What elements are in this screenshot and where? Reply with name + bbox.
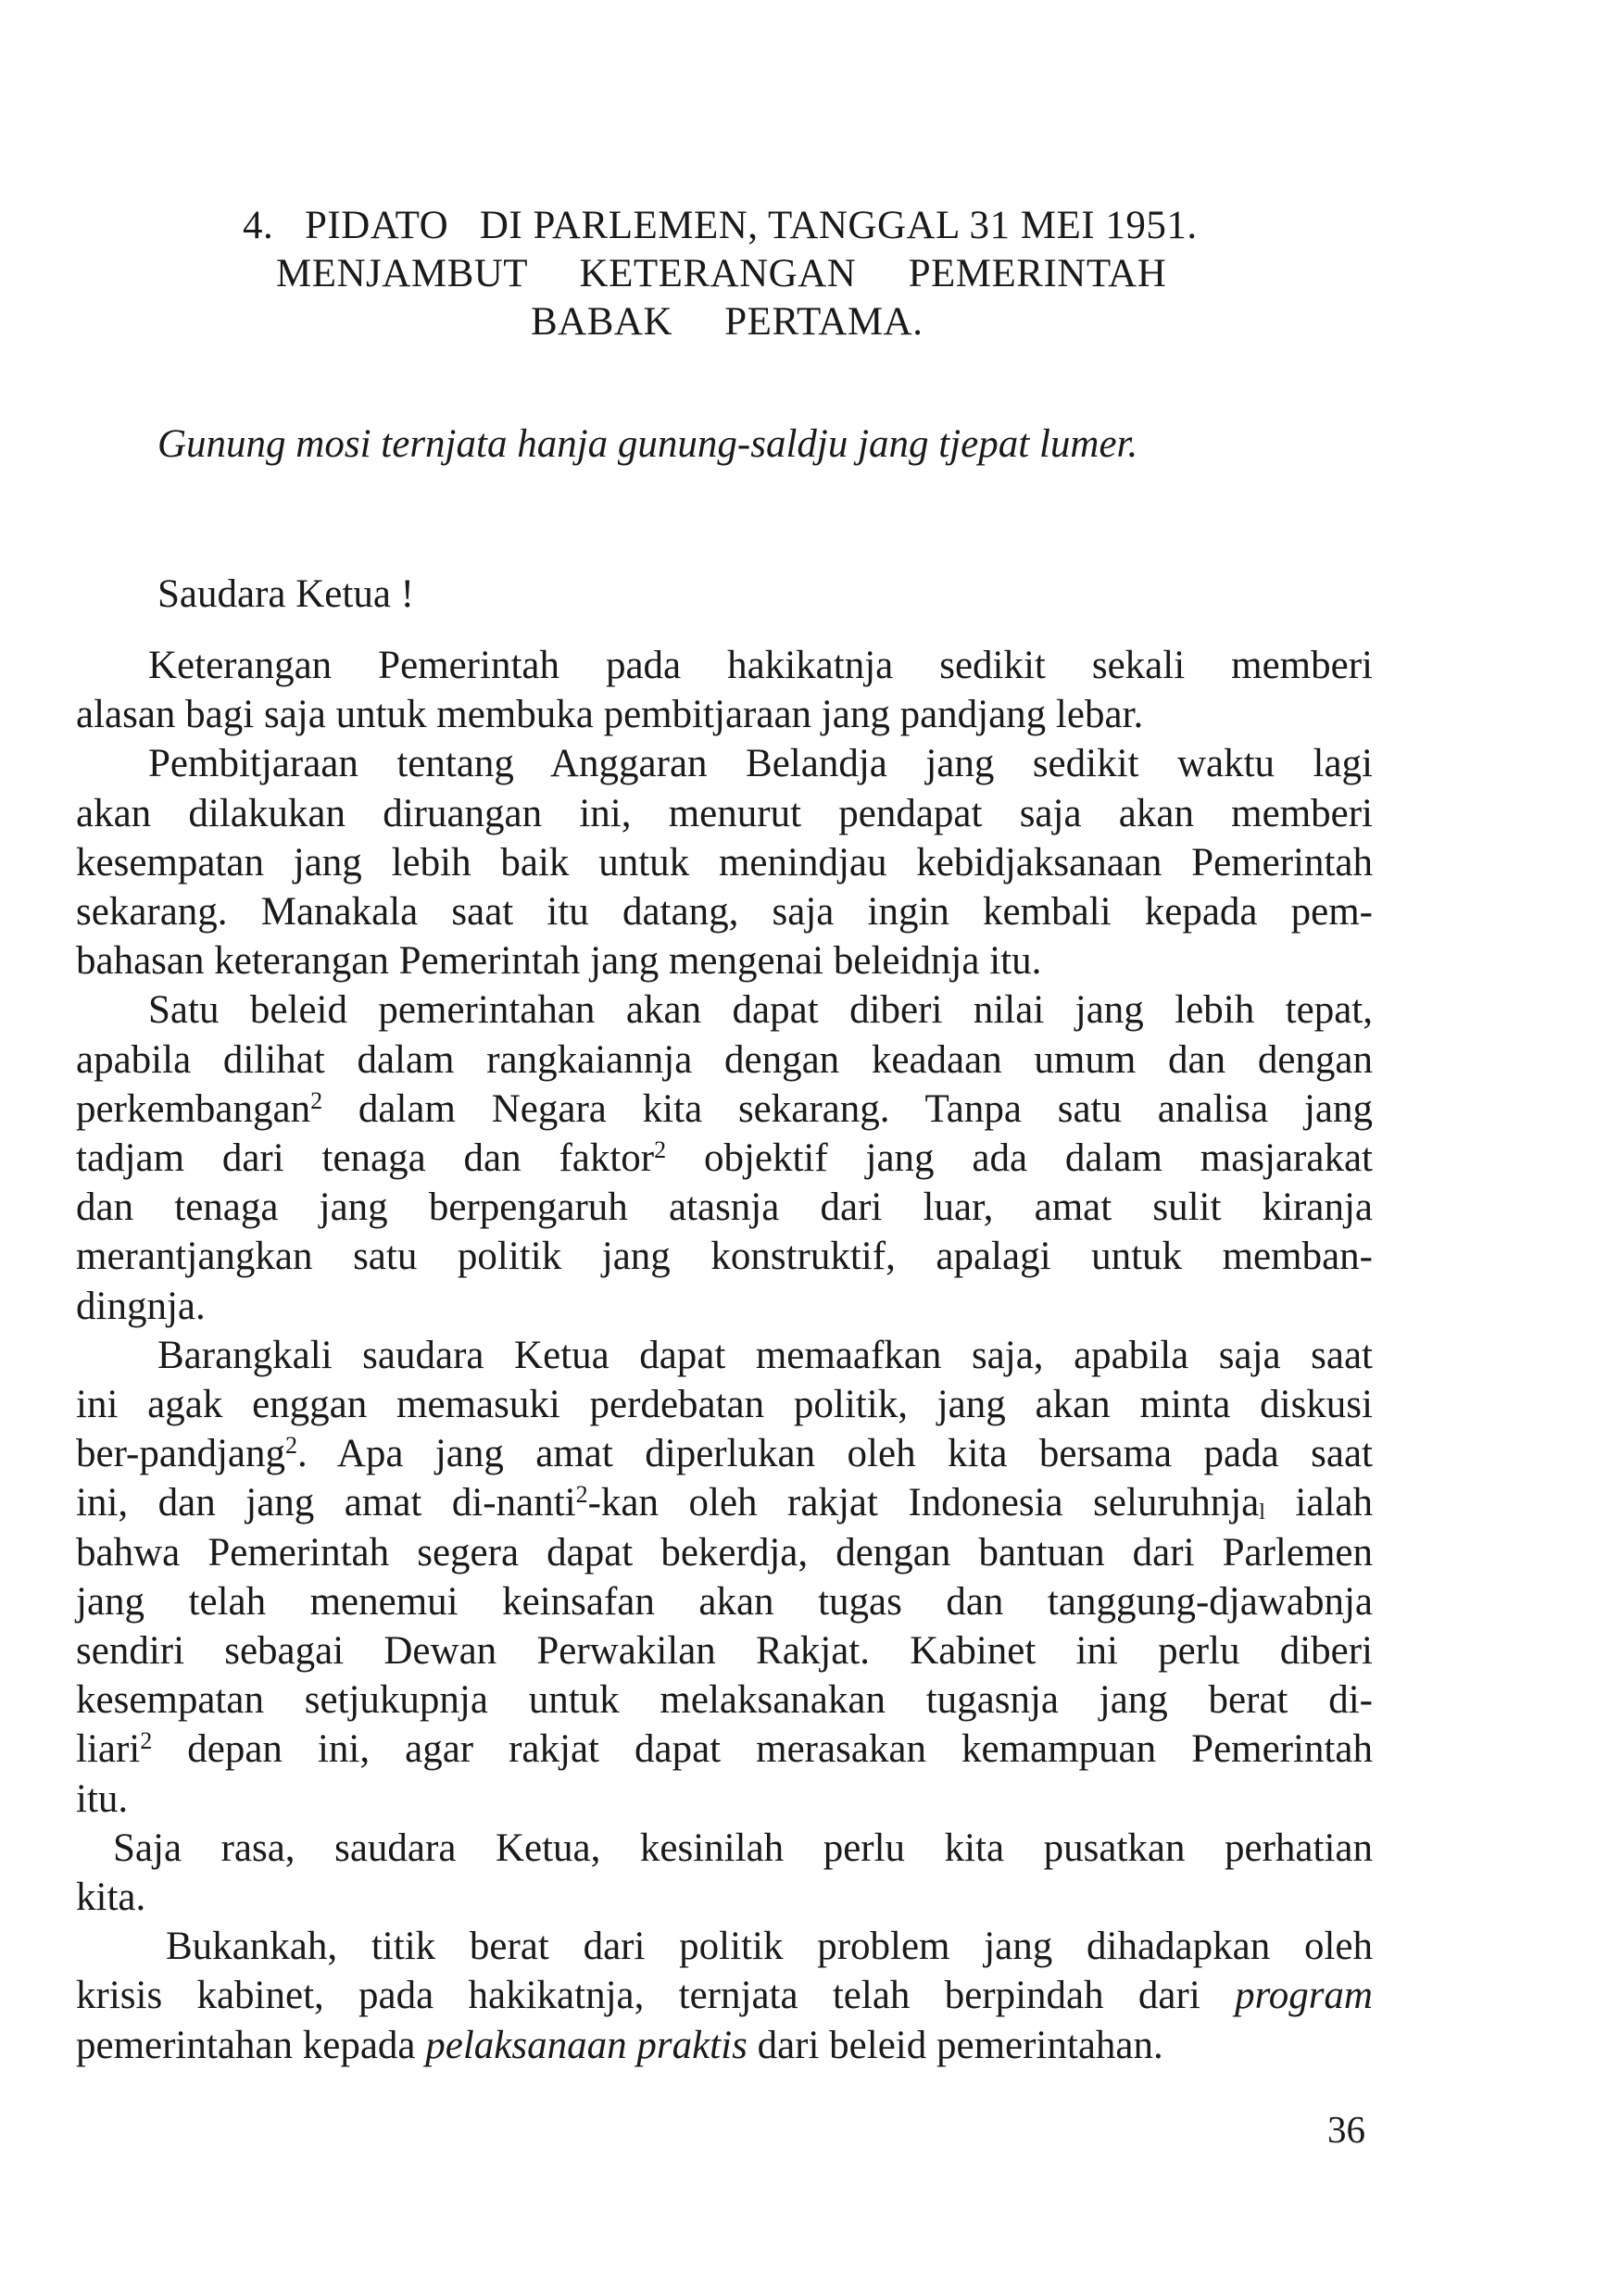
text-line: Bukankah, titik berat dari politik problem jang dihadapkan oleh	[166, 1925, 1373, 1969]
text-line: alasan bagi saja untuk membuka pembitjaraan jang pandjang lebar.	[76, 693, 1144, 737]
text-line: Barangkali saudara Ketua dapat memaafkan saja, apabila saja saat	[157, 1333, 1373, 1377]
text-line: sendiri sebagai Dewan Perwakilan Rakjat. Kabinet ini perlu diberi	[76, 1629, 1373, 1674]
text-line: kesempatan jang lebih baik untuk menindjau kebidjaksanaan Pemerintah	[76, 840, 1373, 885]
paragraph-2	[76, 739, 1373, 985]
text-line: itu.	[76, 1776, 129, 1821]
text-line: bahasan keterangan Pemerintah jang mengenai beleidnja itu.	[76, 939, 1042, 984]
text-line: dan tenaga jang berpengaruh atasnja dari luar, amat sulit kiranja	[76, 1186, 1373, 1230]
text-line: Satu beleid pemerintahan akan dapat diberi nilai jang lebih tepat,	[148, 988, 1373, 1033]
body-text	[76, 641, 1373, 2070]
heading-line-3: BABAK PERTAMA.	[531, 300, 924, 344]
paragraph-4	[76, 1331, 1373, 1824]
text-line: krisis kabinet, pada hakikatnja, ternjata telah berpindah dari program	[76, 1974, 1373, 2018]
text-line: pemerintahan kepada pelaksanaan praktis dari beleid pemerintahan.	[76, 2023, 1163, 2067]
paragraph-3	[76, 985, 1373, 1330]
epigraph: Gunung mosi ternjata hanja gunung-saldju jang tjepat lumer.	[157, 422, 1138, 466]
text-line: bahwa Pemerintah segera dapat bekerdja, dengan bantuan dari Parlemen	[76, 1530, 1373, 1575]
text-line: ini, dan jang amat di-nanti$^2$-kan oleh rakjat Indonesia seluruhnja$_l$ ialah	[76, 1481, 1373, 1525]
text-line: kesempatan setjukupnja untuk melaksanakan tugasnja jang berat di-	[76, 1678, 1373, 1723]
footnote-mark: 2	[654, 1136, 667, 1164]
text-line: Pembitjaraan tentang Anggaran Belandja jang sedikit waktu lagi	[148, 742, 1373, 786]
emphasis-text: pelaksanaan praktis	[425, 2023, 748, 2067]
text-line: apabila dilihat dalam rangkaiannja dengan keadaan umum dan dengan	[76, 1037, 1373, 1082]
text-line: merantjangkan satu politik jang konstruktif, apalagi untuk memban-	[76, 1235, 1373, 1279]
text-line: jang telah menemui keinsafan akan tugas dan tanggung-djawabnja	[76, 1579, 1373, 1624]
text-line: kita.	[76, 1876, 146, 1920]
footnote-mark: 2	[310, 1086, 323, 1114]
text-line: ber-pandjang$^2$. Apa jang amat diperlukan oleh kita bersama pada saat	[76, 1432, 1373, 1476]
heading-line-2: MENJAMBUT KETERANGAN PEMERINTAH	[276, 252, 1167, 295]
emphasis-text: program	[1235, 1974, 1373, 2018]
heading-line-1: 4. PIDATO DI PARLEMEN, TANGGAL 31 MEI 1951.	[243, 204, 1198, 247]
text-line: liari$^2$ depan ini, agar rakjat dapat merasakan kemampuan Pemerintah	[76, 1727, 1373, 1772]
footnote-mark: 2	[284, 1432, 297, 1460]
salutation: Saudara Ketua !	[157, 572, 414, 616]
text-line: dingnja.	[76, 1284, 206, 1328]
footnote-mark: 2	[575, 1481, 588, 1509]
text-line: Saja rasa, saudara Ketua, kesinilah perlu kita pusatkan perhatian	[113, 1826, 1373, 1870]
page-number: 36	[1327, 2108, 1365, 2151]
text-line: ini agak enggan memasuki perdebatan politik, jang akan minta diskusi	[76, 1383, 1373, 1427]
text-line: tadjam dari tenaga dan faktor$^2$ objektif jang ada dalam masjarakat	[76, 1136, 1373, 1181]
text-line: perkembangan$^2$ dalam Negara kita sekarang. Tanpa satu analisa jang	[76, 1086, 1373, 1131]
subscript-mark: l	[1259, 1500, 1265, 1525]
paragraph-6	[76, 1922, 1373, 2070]
paragraph-1	[76, 641, 1373, 739]
text-line: Keterangan Pemerintah pada hakikatnja sedikit sekali memberi	[148, 644, 1373, 687]
text-line: akan dilakukan diruangan ini, menurut pendapat saja akan memberi	[76, 791, 1373, 835]
text-line: sekarang. Manakala saat itu datang, saja ingin kembali kepada pem-	[76, 890, 1373, 935]
footnote-mark: 2	[140, 1727, 153, 1755]
paragraph-5	[76, 1824, 1373, 1922]
